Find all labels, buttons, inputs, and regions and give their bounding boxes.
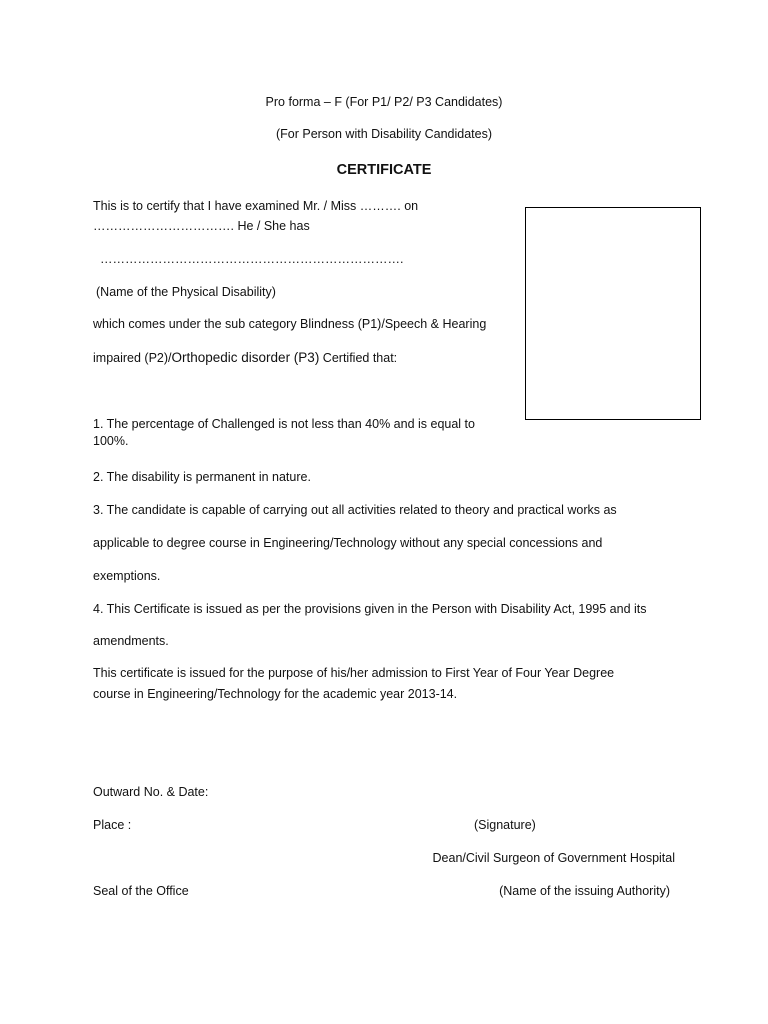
- issuing-authority-label: (Name of the issuing Authority): [499, 884, 670, 898]
- orthopedic-disorder-text: Orthopedic disorder (P3): [171, 350, 320, 365]
- point-4-line-1: 4. This Certificate is issued as per the provisions given in the Person with Disability Act, 1995 and its: [93, 602, 647, 616]
- outward-no-date: Outward No. & Date:: [93, 785, 209, 799]
- signature-label: (Signature): [474, 818, 536, 832]
- examination-date-line: ……………………………. He / She has: [93, 219, 310, 233]
- point-3-line-1: 3. The candidate is capable of carrying out all activities related to theory and practical works as: [93, 503, 617, 517]
- purpose-line-1: This certificate is issued for the purpose of his/her admission to First Year of Four Year Degree: [93, 666, 615, 680]
- purpose-line-2: course in Engineering/Technology for the academic year 2013-14.: [93, 687, 458, 701]
- point-1: 1. The percentage of Challenged is not less than 40% and is equal to 100%.: [93, 417, 475, 448]
- point-4-line-2: amendments.: [93, 634, 169, 648]
- certificate-title: CERTIFICATE: [336, 162, 432, 178]
- proforma-subheader: (For Person with Disability Candidates): [275, 127, 493, 141]
- certified-that-text: Certified that:: [319, 351, 398, 365]
- point-3-line-3: exemptions.: [93, 569, 161, 583]
- impaired-line: [93, 349, 397, 367]
- disability-blank-line: ……………………………………………………………….: [100, 252, 404, 266]
- certify-line: This is to certify that I have examined Mr. / Miss ………. on: [93, 199, 419, 213]
- subcategory-line: which comes under the sub category Blindness (P1)/Speech & Hearing: [93, 317, 487, 331]
- point-3-line-2: applicable to degree course in Engineering/Technology without any special concessions and: [93, 536, 603, 550]
- proforma-header: Pro forma – F (For P1/ P2/ P3 Candidates): [265, 95, 503, 109]
- seal-of-office-label: Seal of the Office: [93, 884, 189, 898]
- photo-box: [525, 207, 701, 420]
- dean-civil-surgeon-label: Dean/Civil Surgeon of Government Hospital: [432, 851, 675, 865]
- place-label: Place :: [93, 818, 132, 832]
- disability-name-label: (Name of the Physical Disability): [96, 285, 276, 299]
- point-2: 2. The disability is permanent in nature.: [93, 470, 311, 484]
- impaired-prefix: impaired (P2)/: [93, 351, 172, 365]
